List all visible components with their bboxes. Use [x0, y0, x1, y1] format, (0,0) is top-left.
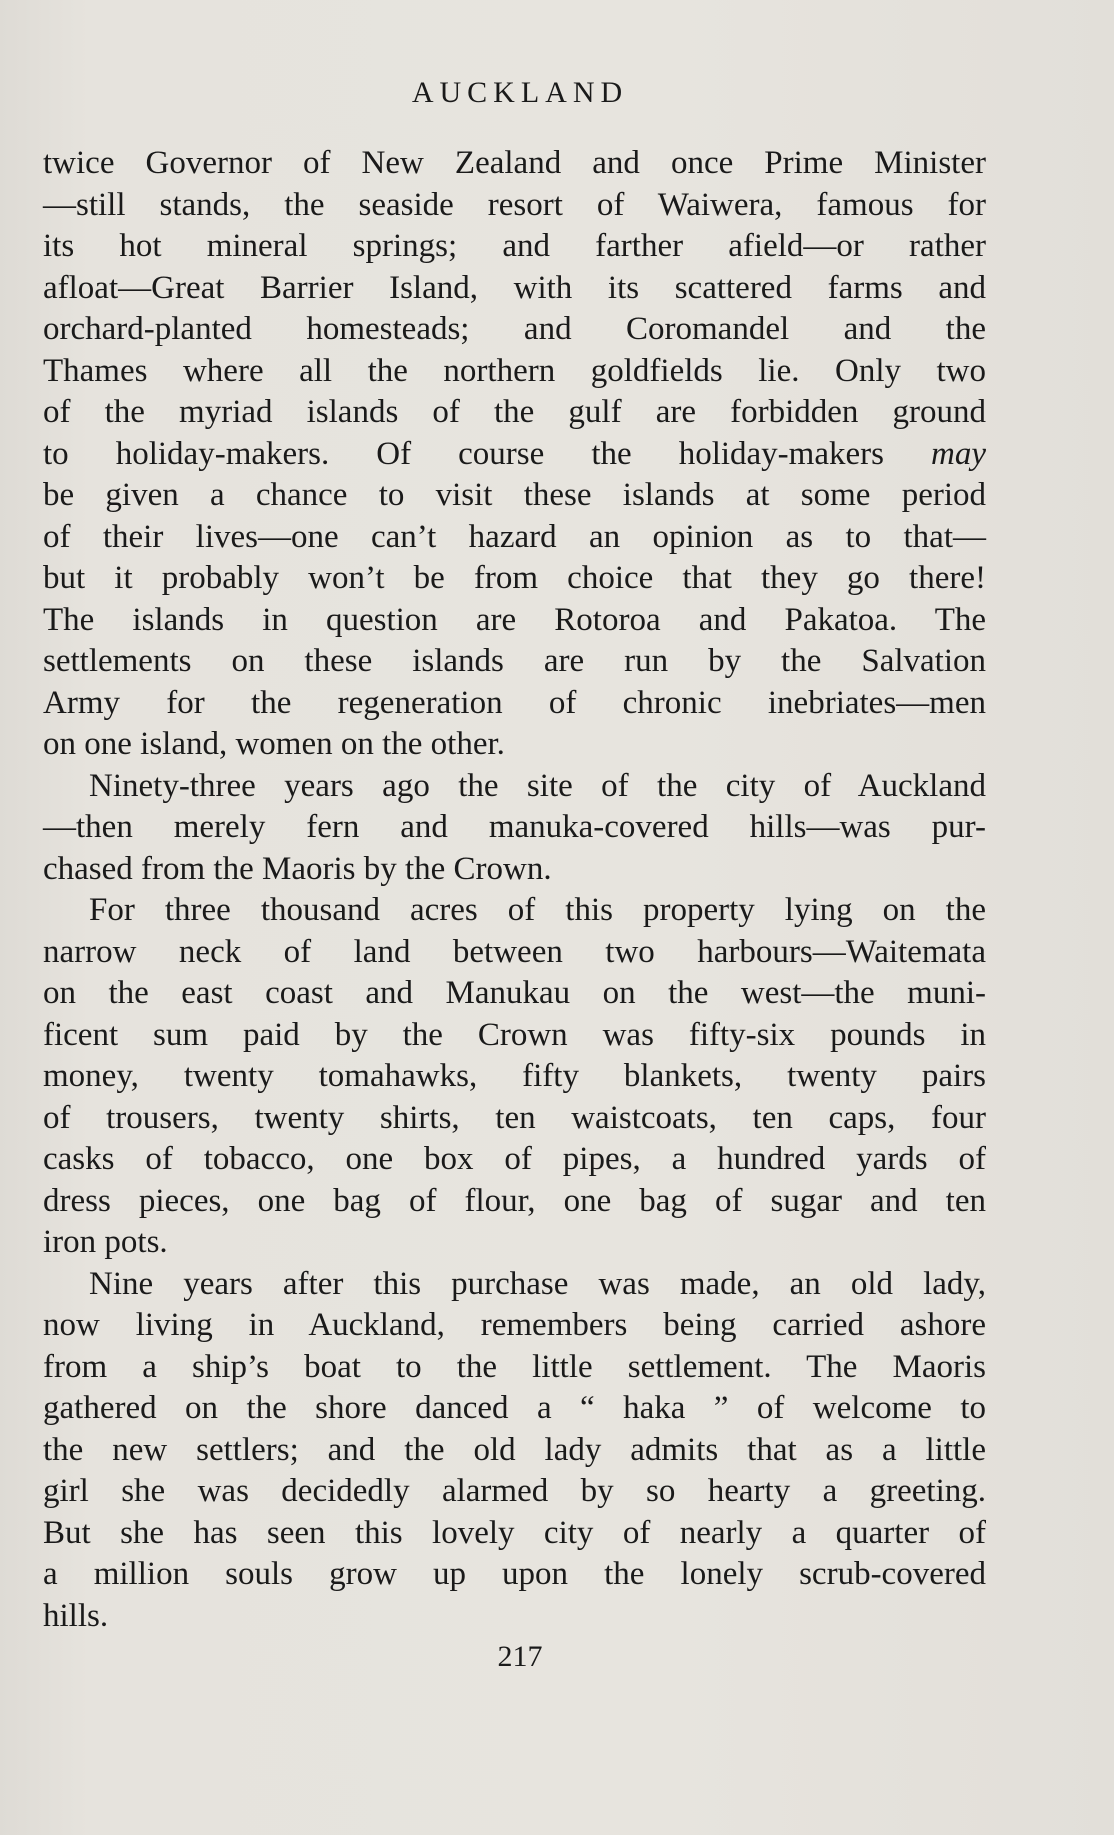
text-line: the new settlers; and the old lady admits that as a little: [43, 1431, 986, 1468]
text-line: girl she was decidedly alarmed by so hearty a greeting.: [43, 1473, 986, 1509]
paragraph-first-line: For three thousand acres of this property lying on the: [89, 892, 986, 928]
paragraph-first-line: Nine years after this purchase was made, an old lady,: [89, 1265, 986, 1302]
text-line: of trousers, twenty shirts, ten waistcoats, ten caps, four: [43, 1099, 986, 1136]
text-line: —still stands, the seaside resort of Waiwera, famous for: [43, 186, 986, 223]
text-line: orchard-planted homesteads; and Coromandel and the: [43, 311, 986, 347]
text-line: a million souls grow up upon the lonely scrub-covered: [43, 1556, 986, 1592]
text-line: on the east coast and Manukau on the west—the muni-: [43, 975, 986, 1011]
page-number: 217: [497, 1640, 543, 1673]
text-line: ficent sum paid by the Crown was fifty-six pounds in: [43, 1016, 986, 1053]
paragraph-first-line: Ninety-three years ago the site of the city of Auckland: [89, 767, 986, 804]
text-line: hills.: [43, 1597, 109, 1634]
text-line: The islands in question are Rotoroa and Pakatoa. The: [43, 601, 986, 638]
text-line: gathered on the shore danced a “ haka ” of welcome to: [43, 1390, 986, 1426]
text-line: dress pieces, one bag of flour, one bag of sugar and ten: [43, 1182, 986, 1219]
line-text: to holiday-makers. Of course the holiday-makers: [43, 435, 932, 472]
text-line: money, twenty tomahawks, fifty blankets, twenty pairs: [43, 1058, 986, 1094]
text-line: but it probably won’t be from choice that they go there!: [43, 560, 986, 596]
text-line: be given a chance to visit these islands at some period: [43, 477, 986, 513]
text-line: settlements on these islands are run by the Salvation: [43, 643, 986, 679]
text-line-with-emphasis: [43, 434, 986, 476]
running-head: AUCKLAND: [411, 76, 629, 109]
text-line: of the myriad islands of the gulf are forbidden ground: [43, 394, 986, 430]
text-line: afloat—Great Barrier Island, with its scattered farms and: [43, 269, 986, 306]
text-line: iron pots.: [43, 1224, 168, 1260]
text-line: of their lives—one can’t hazard an opinion as to that—: [43, 518, 986, 555]
text-line: narrow neck of land between two harbours—Waitemata: [43, 933, 986, 970]
text-line: on one island, women on the other.: [43, 726, 505, 762]
text-line: now living in Auckland, remembers being carried ashore: [43, 1307, 986, 1343]
emphasized-word: may: [931, 435, 986, 472]
text-line: from a ship’s boat to the little settlement. The Maoris: [43, 1348, 986, 1385]
text-line: chased from the Maoris by the Crown.: [43, 850, 552, 887]
text-line: its hot mineral springs; and farther afield—or rather: [43, 228, 986, 264]
text-line: But she has seen this lovely city of nearly a quarter of: [43, 1514, 986, 1551]
text-line: casks of tobacco, one box of pipes, a hundred yards of: [43, 1141, 986, 1177]
text-line: —then merely fern and manuka-covered hills—was pur-: [43, 809, 986, 845]
body-text: [43, 143, 986, 1637]
text-line: Thames where all the northern goldfields lie. Only two: [43, 352, 986, 389]
text-line: twice Governor of New Zealand and once Prime Minister: [43, 145, 986, 181]
text-line: Army for the regeneration of chronic inebriates—men: [43, 684, 986, 721]
